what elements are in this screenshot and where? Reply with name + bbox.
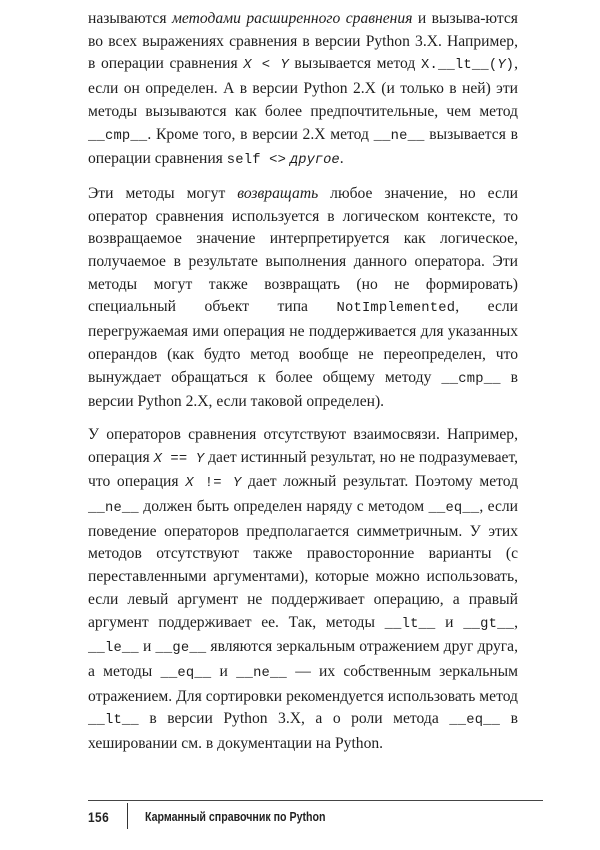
text-run: У операторов сравнения отсутствуют взаимосвязи. Например, операция: [88, 425, 518, 466]
page-footer: [88, 803, 543, 829]
code-operator: <: [251, 58, 281, 74]
code-var: другое: [290, 153, 340, 169]
emphasis-term: возвращать: [237, 184, 319, 202]
code-method: __eq__: [160, 665, 212, 681]
body-text: [88, 8, 518, 766]
text-run: и вызыва-ются во всех выражениях сравнения в версии Python 3.X. Например, в операции сравнения: [88, 10, 518, 73]
text-run: , если перегружаемая ими операция не поддерживается для указанных операндов (как будто метод вообще не переопределен, что вынуждает обращаться к более общему методу: [88, 298, 518, 386]
code-method: __eq__: [428, 501, 480, 517]
text-run: называются: [88, 10, 172, 27]
text-run: любое значение, но если оператор сравнения используется в логическом контексте, то возвращаемое значение интерпретируется как логическое, получаемое в результате выполнения данного оператора. Эти методы могут также возвращать (но не формировать) специальный объект типа: [88, 184, 518, 316]
code-method: __le__: [88, 641, 139, 657]
text-run: , если поведение операторов предполагается симметричным. У этих методов отсутствуют также правосторонние варианты (с переставленными аргументами), которые можно использовать, если левый аргумент не поддерживает операцию, а правый аргумент поддерживает ее. Так, методы: [88, 498, 519, 631]
emphasis-term: методами расширенного сравнения: [171, 10, 413, 27]
paragraph-rich-comparison: [88, 8, 518, 173]
code-method: __gt__: [463, 616, 515, 632]
code-var: Y: [497, 58, 506, 74]
text-run: Эти методы могут: [88, 184, 238, 202]
code-method: X.__lt__(: [421, 58, 498, 74]
text-run: , если он определен. А в версии Python 2.X (и только в ней) эти методы вызываются как более предпочтительные, чем метод: [88, 55, 518, 120]
code-identifier: NotImplemented: [336, 301, 456, 317]
code-paren: ): [505, 58, 515, 74]
text-run: дает истинный результат, но не подразумевает, что операция: [88, 448, 519, 491]
code-method: __lt__: [88, 713, 139, 729]
code-method: __ne__: [236, 665, 287, 681]
code-method: __ge__: [155, 641, 207, 657]
text-run: . Кроме того, в версии 2.X метод: [147, 125, 374, 143]
code-method: __cmp__: [88, 128, 148, 144]
code-var: Y: [195, 451, 205, 467]
code-var: X: [243, 58, 252, 74]
text-run: и: [435, 613, 464, 631]
code-var: Y: [233, 476, 242, 492]
paragraph-no-relations: [88, 424, 518, 756]
code-operator: ==: [161, 451, 196, 467]
code-method: __ne__: [88, 501, 139, 517]
footer-divider: [127, 803, 128, 829]
code-method: __cmp__: [441, 371, 501, 387]
code-method: __eq__: [449, 713, 501, 729]
code-method: __ne__: [373, 128, 425, 144]
footer-rule: [88, 800, 543, 801]
text-run: и: [211, 662, 237, 680]
text-run: вызывается метод: [288, 55, 421, 73]
text-run: являются зеркальным отражением друг друга, а методы: [88, 638, 518, 680]
code-var: X: [153, 451, 162, 467]
text-run: дает ложный результат. Поэтому метод: [241, 473, 519, 491]
text-run: и: [138, 638, 156, 656]
text-run: — их собственным зеркальным отражением. Для сортировки рекомендуется использовать метод: [88, 662, 518, 705]
text-run: ,: [514, 613, 518, 631]
text-run: .: [339, 150, 344, 168]
text-run: в версии Python 2.X, если таковой определен).: [88, 368, 518, 411]
paragraph-return-values: [88, 183, 518, 414]
code-operator: !=: [193, 476, 234, 492]
code-expression: self <>: [226, 153, 287, 169]
book-title: Карманный справочник по Python: [145, 810, 326, 824]
text-run: должен быть определен наряду с методом: [138, 498, 429, 516]
code-var: Y: [280, 58, 289, 74]
text-run: вызывается в операции сравнения: [88, 125, 518, 168]
code-method: __lt__: [384, 616, 436, 632]
text-run: в версии Python 3.X, а о роли метода: [138, 710, 450, 728]
page-number: 156: [88, 809, 110, 825]
text-run: в хешировании см. в документации на Python.: [88, 710, 519, 753]
code-var: X: [185, 476, 194, 492]
